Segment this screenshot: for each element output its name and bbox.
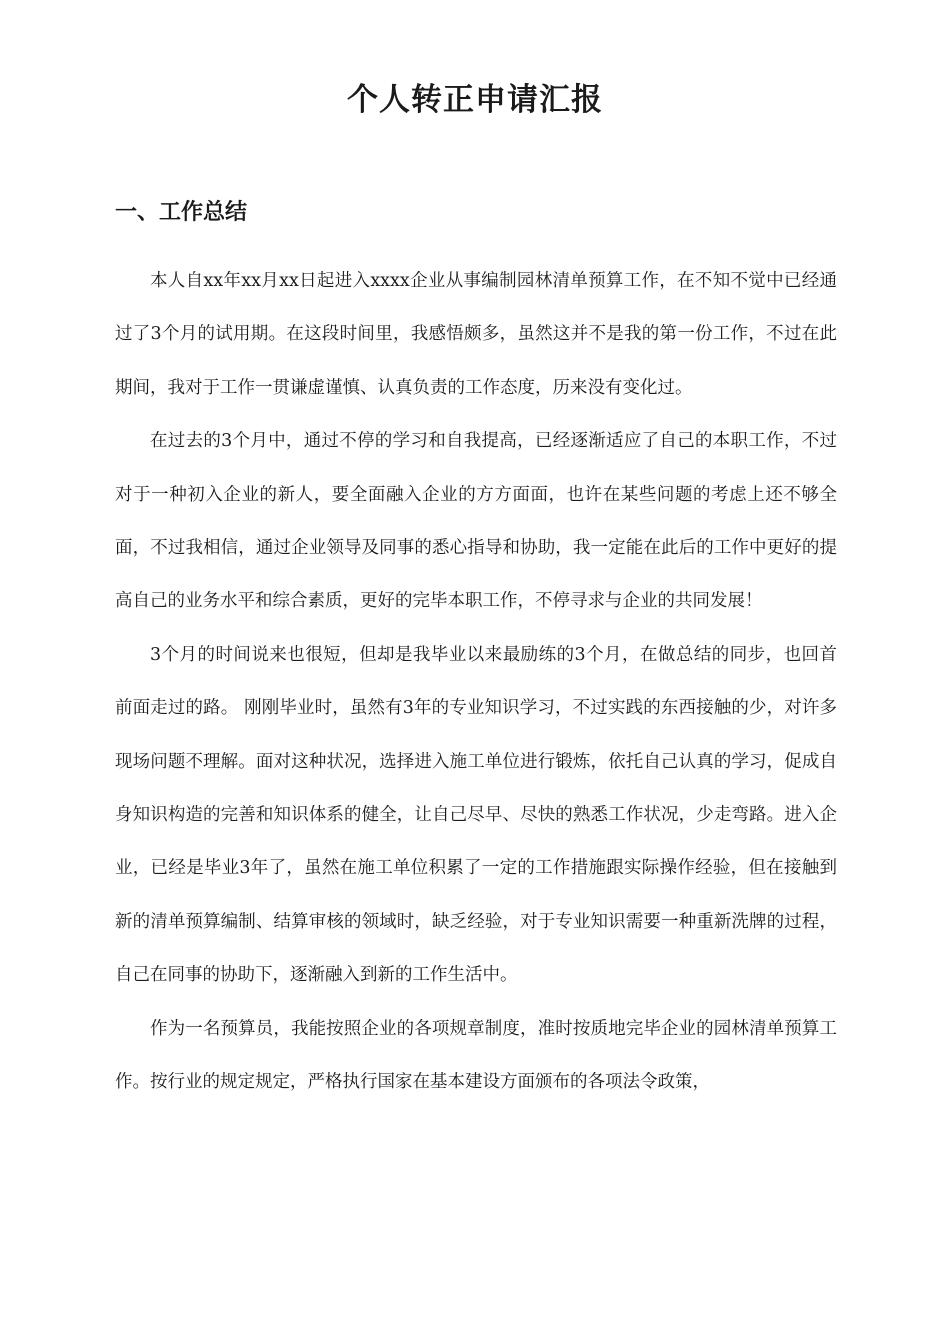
document-title: 个人转正申请汇报 [347, 82, 603, 118]
paragraph: 在过去的3个月中，通过不停的学习和自我提高，已经逐渐适应了自己的本职工作，不过对于一种初入企业的新人，要全面融入企业的方方面面，也许在某些问题的考虑上还不够全面，不过我相信，通过企业领导及同事的悉心指导和协助，我一定能在此后的工作中更好的提高自己的业务水平和综合素质，更好的完毕本职工作，不停寻求与企业的共同发展！ [115, 431, 837, 612]
section-heading-work-summary: 一、工作总结 [115, 200, 248, 225]
body-text [115, 255, 837, 1110]
paragraph: 3个月的时间说来也很短，但却是我毕业以来最励练的3个月，在做总结的同步，也回首前面走过的路。 刚刚毕业时，虽然有3年的专业知识学习，不过实践的东西接触的少，对许多现场问题不理解。面对这种状况，选择进入施工单位进行锻炼，依托自己认真的学习，促成自身知识构造的完善和知识体系的健全，让自己尽早、尽快的熟悉工作状况，少走弯路。进入企业，已经是毕业3年了，虽然在施工单位积累了一定的工作措施跟实际操作经验，但在接触到新的清单预算编制、结算审核的领域时，缺乏经验，对于专业知识需要一种重新洗牌的过程，自己在同事的协助下，逐渐融入到新的工作生活中。 [115, 644, 837, 986]
paragraph: 本人自xx年xx月xx日起进入xxxx企业从事编制园林清单预算工作，在不知不觉中已经通过了3个月的试用期。在这段时间里，我感悟颇多，虽然这并不是我的第一份工作，不过在此期间，我对于工作一贯谦虚谨慎、认真负责的工作态度，历来没有变化过。 [115, 271, 837, 398]
paragraph: 作为一名预算员，我能按照企业的各项规章制度，准时按质地完毕企业的园林清单预算工作。按行业的规定规定，严格执行国家在基本建设方面颁布的各项法令政策， [115, 1018, 837, 1093]
